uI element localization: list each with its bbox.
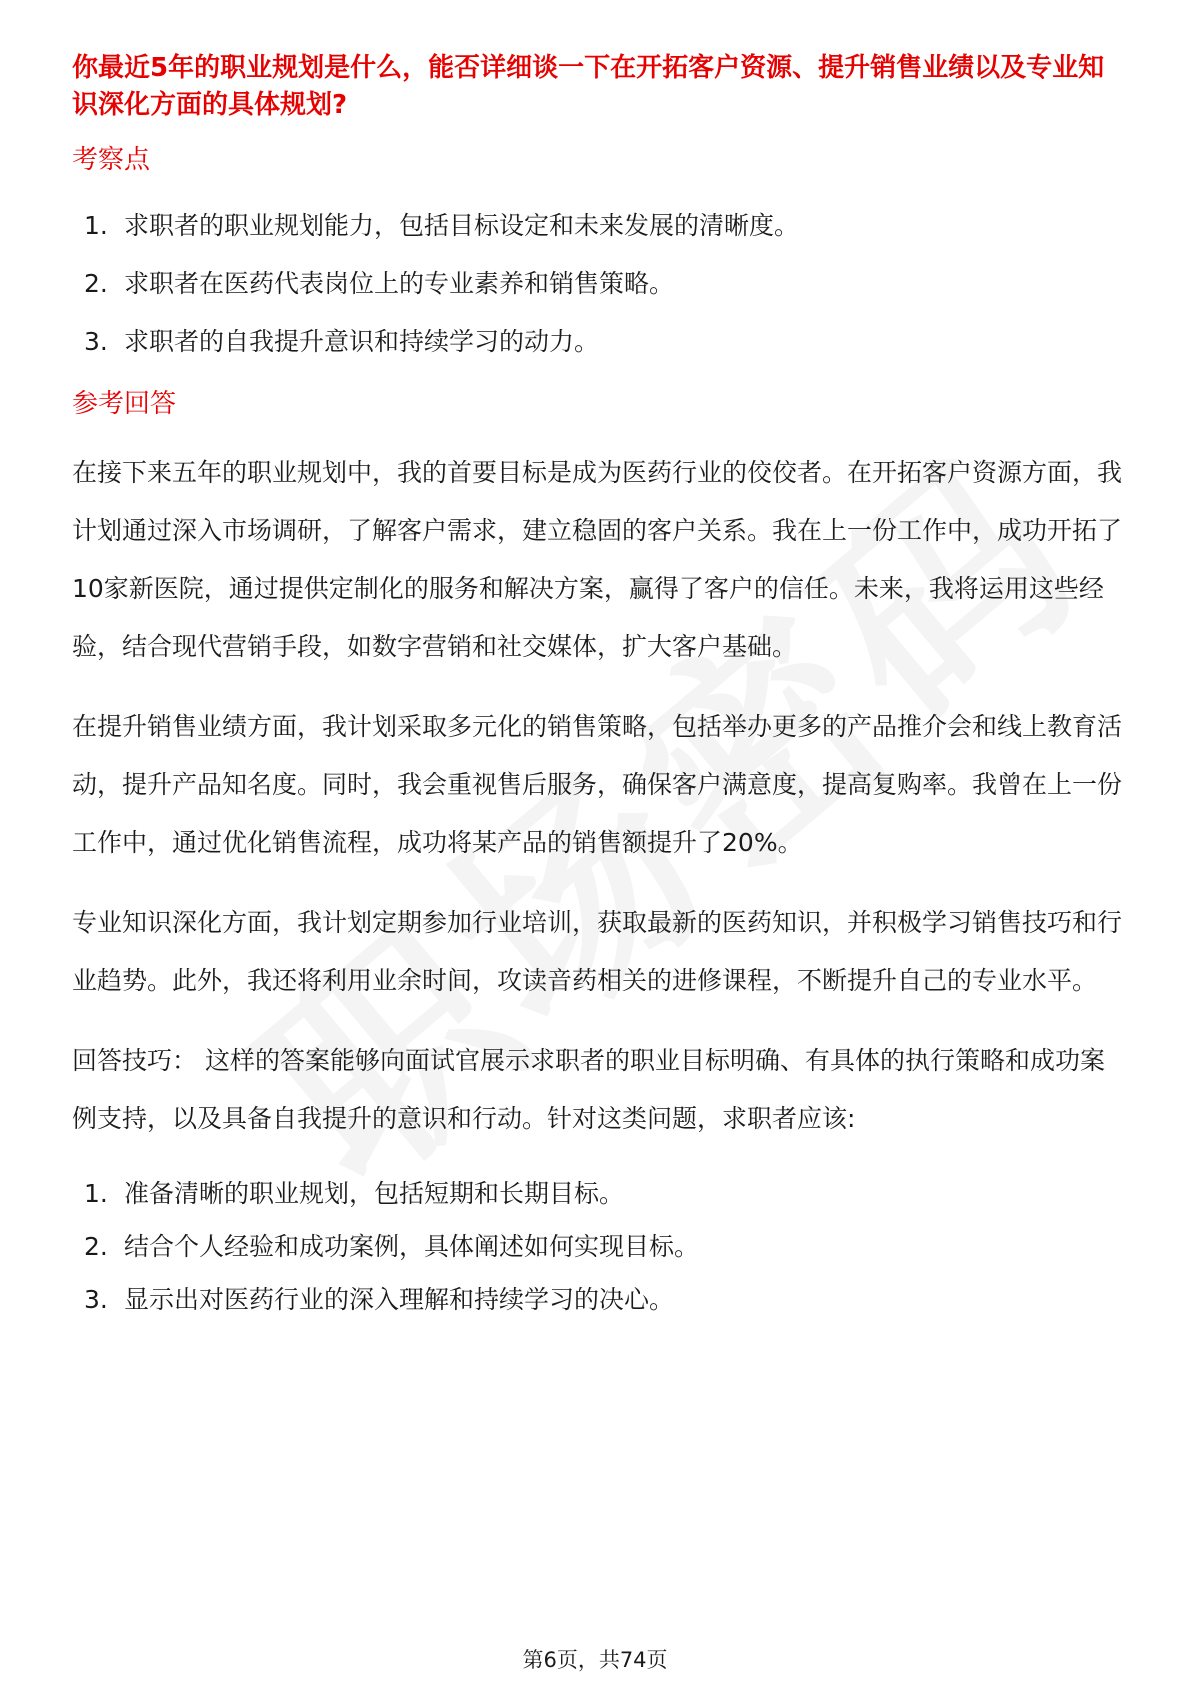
answer-paragraph: 专业知识深化方面，我计划定期参加行业培训，获取最新的医药知识，并积极学习销售技巧和行业趋势。此外，我还将利用业余时间，攻读音药相关的进修课程，不断提升自己的专业水平。 — [72, 908, 1123, 995]
document-page — [72, 50, 1122, 1318]
list-item: 3. 显示出对医药行业的深入理解和持续学习的决心。 — [84, 1285, 675, 1314]
list-item: 1. 求职者的职业规划能力，包括目标设定和未来发展的清晰度。 — [84, 211, 800, 240]
question-heading: 你最近5年的职业规划是什么，能否详细谈一下在开拓客户资源、提升销售业绩以及专业知识深化方面的具体规划? — [72, 53, 1105, 120]
exam-points-title: 考察点 — [72, 145, 151, 175]
list-item: 2. 结合个人经验和成功案例，具体阐述如何实现目标。 — [84, 1232, 700, 1261]
page-footer: 第6页，共74页 — [522, 1648, 668, 1672]
answer-paragraph: 在接下来五年的职业规划中，我的首要目标是成为医药行业的佼佼者。在开拓客户资源方面，我计划通过深入市场调研，了解客户需求，建立稳固的客户关系。我在上一份工作中，成功开拓了10家新医院，通过提供定制化的服务和解决方案，赢得了客户的信任。未来，我将运用这些经验，结合现代营销手段，如数字营销和社交媒体，扩大客户基础。 — [72, 458, 1123, 661]
answer-tips-paragraph: 回答技巧： 这样的答案能够向面试官展示求职者的职业目标明确、有具体的执行策略和成功案例支持，以及具备自我提升的意识和行动。针对这类问题，求职者应该: — [72, 1046, 1105, 1133]
exam-points-list — [72, 208, 1122, 360]
list-item: 1. 准备清晰的职业规划，包括短期和长期目标。 — [84, 1179, 625, 1208]
list-item: 2. 求职者在医药代表岗位上的专业素养和销售策略。 — [84, 269, 675, 298]
tips-list — [72, 1176, 1122, 1318]
reference-answer-title: 参考回答 — [72, 389, 177, 419]
answer-paragraph: 在提升销售业绩方面，我计划采取多元化的销售策略，包括举办更多的产品推介会和线上教育活动，提升产品知名度。同时，我会重视售后服务，确保客户满意度，提高复购率。我曾在上一份工作中，通过优化销售流程，成功将某产品的销售额提升了20%。 — [72, 712, 1123, 857]
list-item: 3. 求职者的自我提升意识和持续学习的动力。 — [84, 327, 600, 356]
